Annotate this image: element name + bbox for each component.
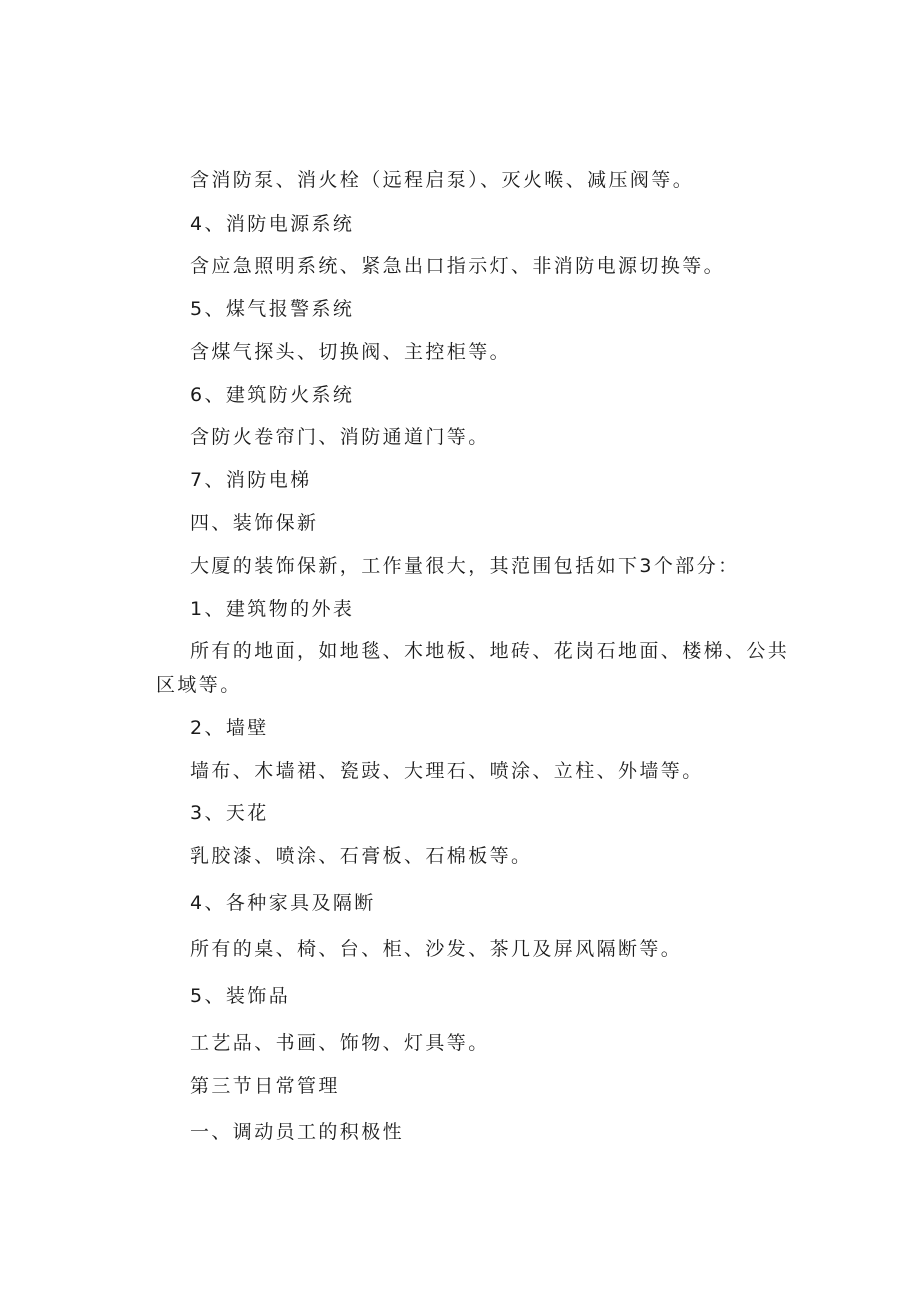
- paragraph-walls-items: 墙布、木墙裙、瓷豉、大理石、喷涂、立柱、外墙等。: [190, 760, 704, 782]
- heading-gas-alarm-system: 5、煤气报警系统: [190, 298, 355, 320]
- paragraph-floors-line-2: 区域等。: [156, 674, 242, 696]
- paragraph-fire-power-items: 含应急照明系统、紧急出口指示灯、非消防电源切换等。: [190, 255, 726, 277]
- heading-staff-motivation: 一、调动员工的积极性: [190, 1121, 405, 1143]
- paragraph-decoration-intro: 大厦的装饰保新，工作量很大，其范围包括如下3个部分：: [190, 555, 740, 577]
- paragraph-fire-pump-items: 含消防泵、消火栓（远程启泵）、灭火喉、减压阀等。: [190, 169, 695, 191]
- heading-fire-elevator: 7、消防电梯: [190, 469, 312, 491]
- section-heading-daily-management: 第三节日常管理: [190, 1075, 340, 1097]
- heading-furniture-partitions: 4、各种家具及隔断: [190, 892, 376, 914]
- heading-building-exterior: 1、建筑物的外表: [190, 598, 355, 620]
- heading-walls: 2、墙壁: [190, 717, 269, 739]
- heading-building-fire-system: 6、建筑防火系统: [190, 384, 355, 406]
- paragraph-gas-alarm-items: 含煤气探头、切换阀、主控柜等。: [190, 341, 512, 363]
- paragraph-furniture-items: 所有的桌、椅、台、柜、沙发、茶几及屏风隔断等。: [190, 938, 683, 960]
- section-heading-decoration: 四、装饰保新: [190, 512, 319, 534]
- heading-ornaments: 5、装饰品: [190, 985, 291, 1007]
- paragraph-ornaments-items: 工艺品、书画、饰物、灯具等。: [190, 1032, 490, 1054]
- paragraph-ceiling-items: 乳胶漆、喷涂、石膏板、石棉板等。: [190, 845, 533, 867]
- heading-fire-power-system: 4、消防电源系统: [190, 213, 355, 235]
- heading-ceiling: 3、天花: [190, 802, 269, 824]
- paragraph-floors-line-1: 所有的地面，如地毯、木地板、地砖、花岗石地面、楼梯、公共: [190, 640, 790, 662]
- paragraph-building-fire-items: 含防火卷帘门、消防通道门等。: [190, 426, 490, 448]
